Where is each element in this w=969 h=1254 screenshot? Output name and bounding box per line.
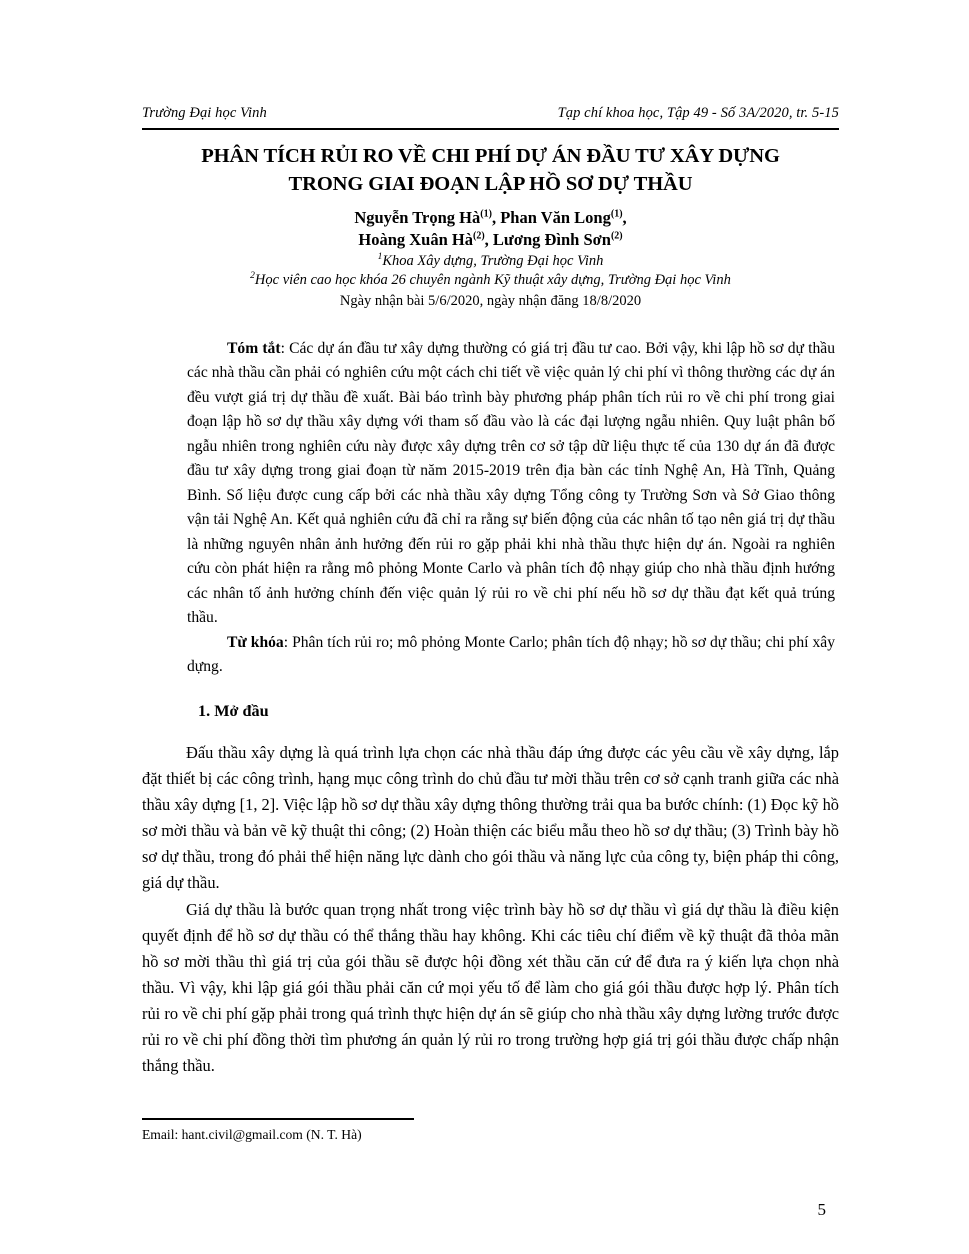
body-content [142, 740, 839, 1079]
title-line-2: TRONG GIAI ĐOẠN LẬP HỒ SƠ DỰ THẦU [288, 173, 693, 195]
affiliation-1 [142, 252, 839, 271]
author-name-3: Hoàng Xuân Hà [358, 230, 473, 249]
body-paragraph-2: Giá dự thầu là bước quan trọng nhất trong việc trình bày hồ sơ dự thầu vì giá dự thầu là điều kiện quyết định để hồ sơ dự thầu có thể thắng thầu hay không. Khi các tiêu chí điểm về kỹ thuật đã thỏa mãn hồ sơ mời thầu thì giá trị của gói thầu sẽ được hội đồng xét thầu căn cứ để đưa ra ý kiến lựa chọn nhà thầu. Vì vậy, khi lập giá gói thầu phải căn cứ mọi yếu tố để làm cho giá gói thầu được hợp lý. Phân tích rủi ro về chi phí gặp phải trong quá trình thực hiện dự án sẽ giúp cho nhà thầu xây dựng lường trước được rủi ro về chi phí đồng thời tìm phương án quản lý rủi ro trong trường hợp giá trị gói thầu được chấp nhận thắng thầu. [142, 899, 839, 1076]
author-name-4: Lương Đình Sơn [492, 230, 611, 249]
keywords-label-separator: : [283, 634, 293, 651]
abstract-body: Các dự án đầu tư xây dựng thường có giá trị đầu tư cao. Bởi vậy, khi lập hồ sơ dự thầu các nhà thầu cần phải có nghiên cứu một cách chi tiết về việc quản lý chi phí vì thông thường các dự án đều vượt giá trị dự thầu đề xuất. Bài báo trình bày phương pháp phân tích rủi ro về chi phí trong giai đoạn lập hồ sơ dự thầu xây dựng với tham số đầu vào là các đại lượng ngẫu nhiên. Quy luật phân bố ngẫu nhiên trong nghiên cứu này được xây dựng trên cơ sở tập dữ liệu thực tế của 130 dự án đã được đầu tư xây dựng trong giai đoạn từ năm 2015-2019 trên địa bàn các tỉnh Nghệ An, Hà Tĩnh, Quảng Bình. Số liệu được cung cấp bởi các nhà thầu xây dựng Tổng công ty Trường Sơn và Sở Giao thông vận tải Nghệ An. Kết quả nghiên cứu đã chỉ ra rằng sự biến động của các nhân tố tạo nên giá trị dự thầu là những nguyên nhân ảnh hưởng đến rủi ro gặp phải khi nhà thầu thực hiện dự án. Ngoài ra nghiên cứu còn phát hiện ra rằng mô phỏng Monte Carlo và phân tích độ nhạy giúp cho nhà thầu định hướng các nhân tố ảnh hưởng chính đến việc quản lý rủi ro về chi phí nếu hồ sơ dự thầu đạt kết quả trúng thầu. [187, 340, 835, 626]
author-name-2: Phan Văn Long [500, 208, 611, 227]
header-divider-rule [142, 128, 839, 130]
keywords-body: Phân tích rủi ro; mô phỏng Monte Carlo; phân tích độ nhạy; hồ sơ dự thầu; chi phí xây dựng. [187, 634, 835, 676]
author-affil-marker-2: (1) [610, 208, 623, 220]
author-name-1: Nguyễn Trọng Hà [354, 208, 481, 227]
author-affil-marker-3: (2) [472, 230, 485, 242]
affiliation-2-text: Học viên cao học khóa 26 chuyên ngành Kỹ thuật xây dựng, Trường Đại học Vinh [254, 272, 731, 288]
footnote-email: Email: hant.civil@gmail.com (N. T. Hà) [142, 1127, 362, 1142]
running-header-left: Trường Đại học Vinh [142, 105, 267, 121]
affiliation-block [142, 252, 839, 311]
keywords-paragraph [187, 631, 835, 680]
abstract-label-separator: : [280, 340, 290, 357]
author-separator-2: , [484, 230, 493, 249]
abstract-paragraph [187, 337, 835, 630]
author-separator-1: , [491, 208, 501, 227]
page-title [142, 142, 839, 198]
affiliation-1-text: Khoa Xây dựng, Trường Đại học Vinh [382, 253, 604, 269]
author-list [142, 207, 839, 251]
author-line-2 [142, 229, 839, 251]
author-line-1 [142, 207, 839, 229]
section-heading-1: 1. Mở đầu [198, 702, 269, 720]
keywords-section [187, 631, 835, 680]
running-header [142, 105, 839, 122]
title-line-1: PHÂN TÍCH RỦI RO VỀ CHI PHÍ DỰ ÁN ĐẦU TƯ XÂY DỰNG [201, 145, 780, 167]
author-affil-marker-4: (2) [610, 230, 623, 242]
affiliation-2 [142, 271, 839, 290]
received-accepted-dates: Ngày nhận bài 5/6/2020, ngày nhận đăng 18/8/2020 [339, 293, 642, 309]
body-paragraph-1: Đấu thầu xây dựng là quá trình lựa chọn các nhà thầu đáp ứng được các yêu cầu về xây dựng, lắp đặt thiết bị các công trình, hạng mục công trình do chủ đầu tư mời thầu trên cơ sở cạnh tranh giữa các nhà thầu xây dựng [1, 2]. Việc lập hồ sơ dự thầu xây dựng thông thường trải qua ba bước chính: (1) Đọc kỹ hồ sơ mời thầu và bản vẽ kỹ thuật thi công; (2) Hoàn thiện các biểu mẫu theo hồ sơ dự thầu; (3) Trình bày hồ sơ dự thầu, trong đó phải thể hiện năng lực dành cho gói thầu và năng lực của công ty, biện pháp thi công, giá dự thầu. [142, 743, 839, 893]
abstract-section [187, 337, 835, 630]
affiliation-marker-2: 2 [250, 271, 255, 282]
affiliation-marker-1: 1 [377, 252, 383, 263]
footnote-divider-rule [142, 1118, 414, 1120]
author-line-1-tail: , [622, 208, 627, 227]
abstract-label: Tóm tắt [227, 340, 281, 357]
page-number: 5 [817, 1200, 826, 1219]
author-affil-marker-1: (1) [480, 208, 492, 220]
running-header-right: Tạp chí khoa học, Tập 49 - Số 3A/2020, tr. 5-15 [557, 105, 839, 121]
keywords-label: Từ khóa [227, 634, 284, 651]
